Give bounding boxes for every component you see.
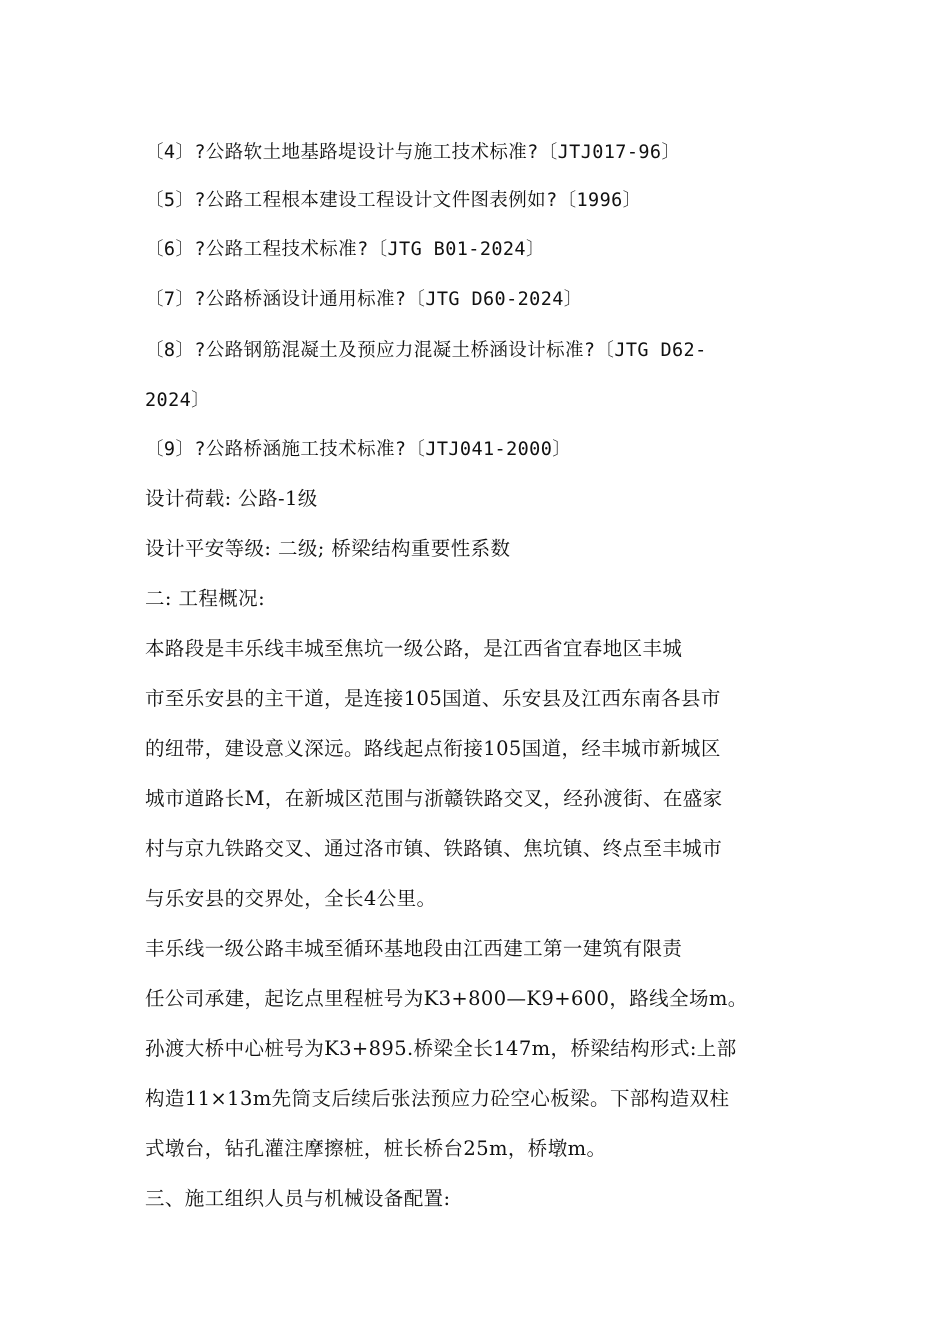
- paragraph-line: 与乐安县的交界处，全长4公里。: [145, 887, 437, 910]
- reference-item-4: 〔4〕?公路软土地基路堤设计与施工技术标准?〔JTJ017-96〕: [145, 142, 681, 163]
- section-3-heading: 三、施工组织人员与机械设备配置:: [145, 1187, 451, 1210]
- paragraph-line: 本路段是丰乐线丰城至焦坑一级公路，是江西省宜春地区丰城: [145, 637, 683, 660]
- paragraph-line: 构造11×13m先筒支后续后张法预应力砼空心板梁。下部构造双柱: [145, 1087, 730, 1110]
- paragraph-line: 城市道路长M，在新城区范围与浙赣铁路交叉，经孙渡街、在盛家: [145, 787, 723, 810]
- paragraph-line: 丰乐线一级公路丰城至循环基地段由江西建工第一建筑有限责: [145, 937, 683, 960]
- reference-item-5: 〔5〕?公路工程根本建设工程设计文件图表例如?〔1996〕: [145, 190, 642, 211]
- design-load-line: 设计荷载: 公路-1级: [145, 487, 318, 510]
- reference-item-7: 〔7〕?公路桥涵设计通用标准?〔JTG D60-2024〕: [145, 289, 583, 310]
- reference-item-8-continued: 2024〕: [145, 390, 211, 411]
- paragraph-line: 式墩台，钻孔灌注摩擦桩，桩长桥台25m，桥墩m。: [145, 1137, 607, 1160]
- design-safety-line: 设计平安等级: 二级; 桥梁结构重要性系数: [145, 537, 511, 560]
- paragraph-line: 孙渡大桥中心桩号为K3+895.桥梁全长147m，桥梁结构形式:上部: [145, 1037, 737, 1060]
- reference-item-6: 〔6〕?公路工程技术标准?〔JTG B01-2024〕: [145, 239, 545, 260]
- paragraph-line: 的纽带，建设意义深远。路线起点衔接105国道，经丰城市新城区: [145, 737, 721, 760]
- section-2-heading: 二: 工程概况:: [145, 587, 266, 610]
- paragraph-line: 村与京九铁路交叉、通过洛市镇、铁路镇、焦坑镇、终点至丰城市: [145, 837, 723, 860]
- paragraph-line: 市至乐安县的主干道，是连接105国道、乐安县及江西东南各县市: [145, 687, 721, 710]
- reference-item-8: 〔8〕?公路钢筋混凝土及预应力混凝土桥涵设计标准?〔JTG D62-: [145, 340, 707, 361]
- reference-item-9: 〔9〕?公路桥涵施工技术标准?〔JTJ041-2000〕: [145, 439, 572, 460]
- paragraph-line: 任公司承建，起讫点里程桩号为K3+800—K9+600，路线全场m。: [145, 987, 748, 1010]
